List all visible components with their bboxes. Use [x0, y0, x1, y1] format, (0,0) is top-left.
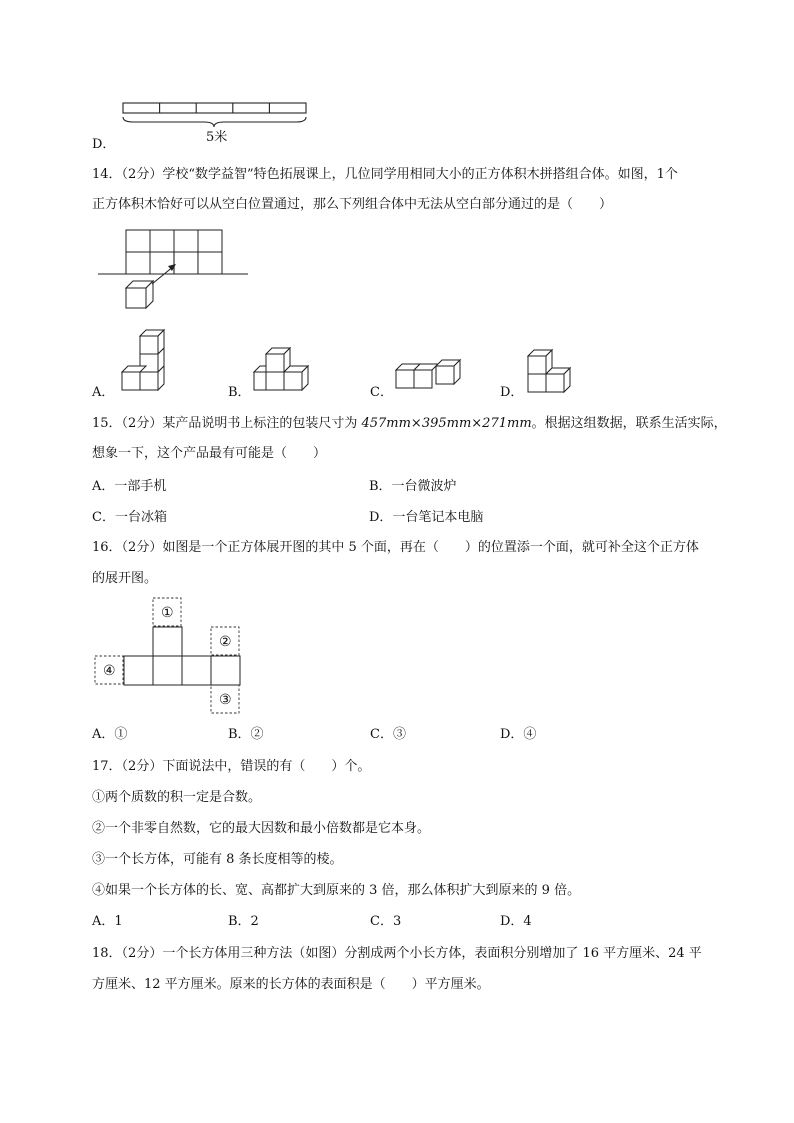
q16-mark-2: ② — [219, 634, 232, 650]
q14-option-b-figure — [252, 340, 316, 398]
q16-stem-line1: 16．（2分）如图是一个正方体展开图的其中 5 个面，再在（ ）的位置添一个面，就可补全这个正方体 — [92, 540, 699, 555]
q17-option-d: D．4 — [500, 914, 532, 929]
q15-option-b: B．一台微波炉 — [369, 479, 457, 494]
q16-option-d: D．④ — [500, 727, 537, 742]
q16-option-c: C．③ — [370, 727, 406, 742]
q15-option-c: C．一台冰箱 — [92, 510, 167, 525]
q14-option-c-figure — [392, 356, 472, 396]
q16-mark-3: ③ — [219, 692, 232, 708]
q18-stem-line1: 18．（2分）一个长方体用三种方法（如图）分割成两个小长方体，表面积分别增加了 16 平方厘米、24 平 — [92, 946, 702, 961]
q15-stem-line1 — [92, 416, 727, 432]
q18-stem-line2: 方厘米、12 平方厘米。原来的长方体的表面积是（ ）平方厘米。 — [92, 977, 490, 992]
q15-dimensions: 457mm×395mm×271mm — [361, 416, 532, 431]
q17-stem: 17．（2分）下面说法中，错误的有（ ）个。 — [92, 759, 371, 774]
q17-statement-3: ③一个长方体，可能有 8 条长度相等的棱。 — [92, 852, 343, 867]
q17-option-b: B．2 — [228, 914, 259, 929]
q13-option-d-label: D． — [92, 137, 116, 152]
q15-option-d: D．一台笔记本电脑 — [369, 510, 484, 525]
q17-statement-4: ④如果一个长方体的长、宽、高都扩大到原来的 3 倍，那么体积扩大到原来的 9 倍。 — [92, 883, 581, 898]
q16-option-b: B．② — [228, 727, 264, 742]
q16-mark-1: ① — [161, 605, 174, 621]
q15-option-a: A．一部手机 — [92, 479, 167, 494]
q14-wall-with-gap-figure — [96, 226, 256, 316]
q15-stem-line2: 想象一下，这个产品最有可能是（ ） — [92, 446, 327, 461]
q17-statement-2: ②一个非零自然数，它的最大因数和最小倍数都是它本身。 — [92, 821, 431, 836]
q16-stem-line2: 的展开图。 — [92, 571, 158, 586]
q17-statement-1: ①两个质数的积一定是合数。 — [92, 790, 262, 805]
q14-option-a-figure — [118, 326, 178, 398]
q14-option-a: A． — [92, 385, 115, 400]
q17-option-a: A．1 — [92, 914, 123, 929]
q14-option-d: D． — [500, 385, 524, 400]
q13-bar-caption: 5米 — [206, 130, 228, 145]
q15-stem-prefix: 15．（2分）某产品说明书上标注的包装尺寸为 — [92, 416, 362, 431]
q14-option-c: C． — [370, 385, 393, 400]
q17-option-c: C．3 — [370, 914, 402, 929]
q16-option-a: A．① — [92, 727, 128, 742]
q14-stem-line2: 正方体积木恰好可以从空白位置通过，那么下列组合体中无法从空白部分通过的是（ ） — [92, 197, 613, 212]
q16-mark-4: ④ — [103, 663, 116, 679]
q14-option-b: B． — [228, 385, 251, 400]
q14-option-d-figure — [524, 346, 584, 398]
q15-stem-suffix: 。根据这组数据，联系生活实际， — [531, 416, 727, 431]
q14-stem-line1: 14．（2分）学校“数学益智”特色拓展课上，几位同学用相同大小的正方体积木拼搭组合体。如图，1个 — [92, 167, 678, 182]
